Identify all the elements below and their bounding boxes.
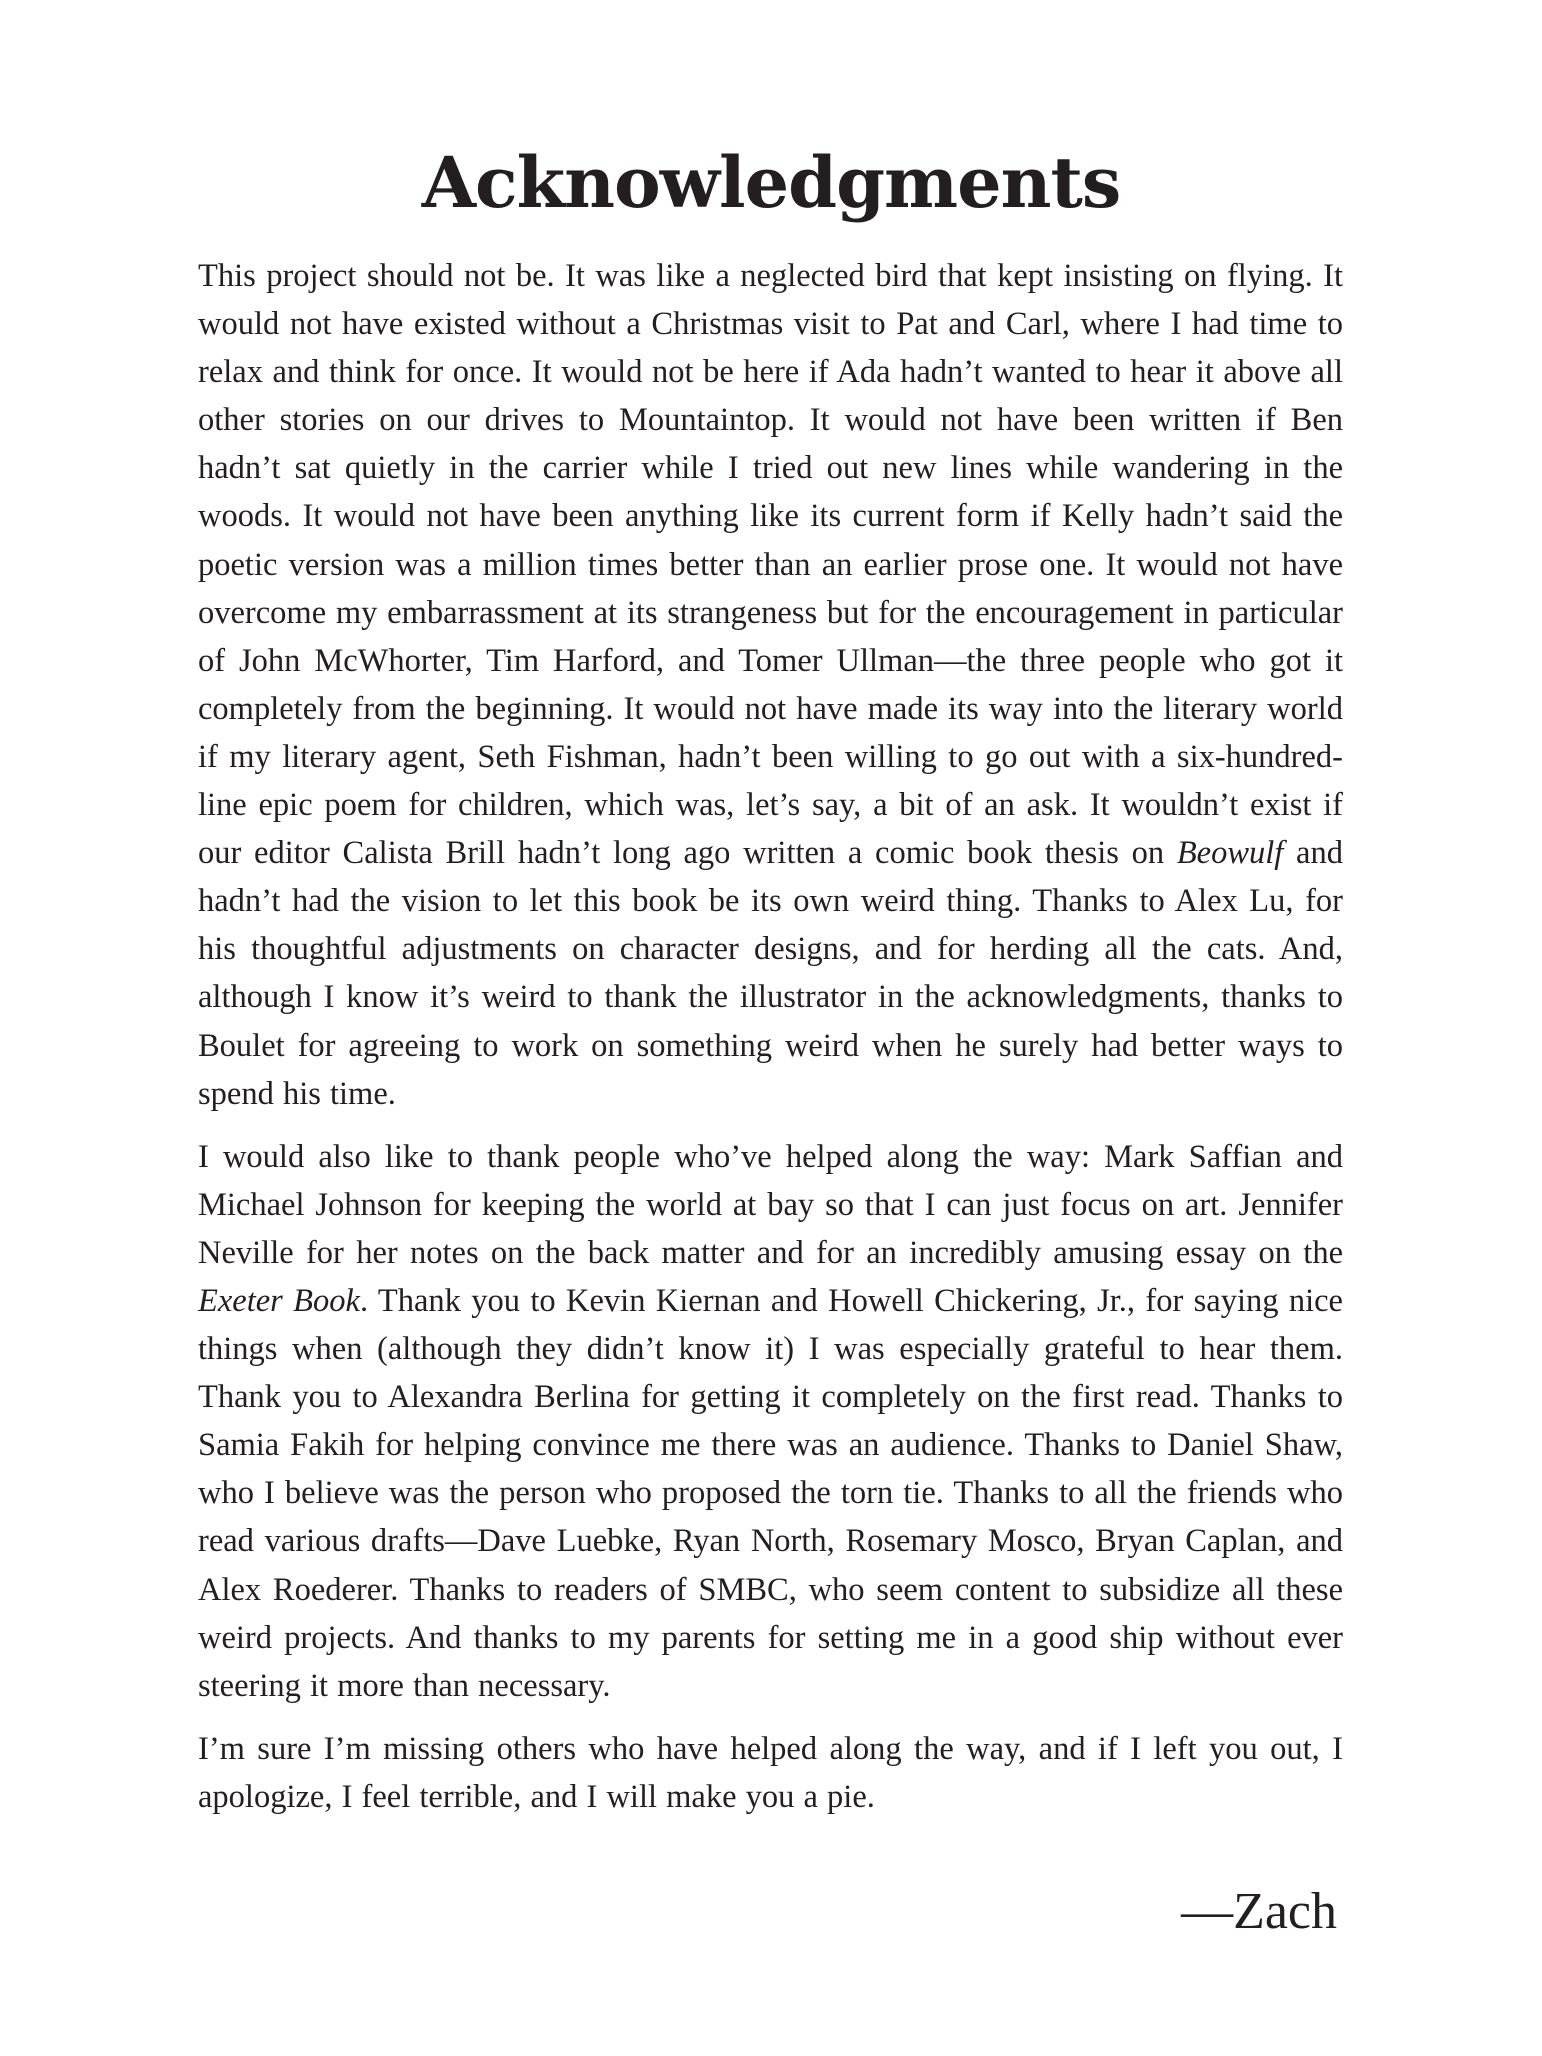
paragraph-3 <box>198 1725 1343 1821</box>
text-segment: This project should not be. It was like a neglected bird that kept insisting on flying. It would not have existed without a Christmas visit to Pat and Carl, where I had time to relax and think for once. It would not be here if Ada hadn’t wanted to hear it above all other stories on our drives to Mountaintop. It would not have been written if Ben hadn’t sat quietly in the carrier while I tried out new lines while wandering in the woods. It would not have been anything like its current form if Kelly hadn’t said the poetic version was a million times better than an earlier prose one. It would not have overcome my embarrassment at its strangeness but for the encouragement in particular of John McWhorter, Tim Harford, and Tomer Ullman—the three people who got it completely from the beginning. It would not have made its way into the literary world if my literary agent, Seth Fishman, hadn’t been willing to go out with a six-hundred-line epic poem for children, which was, let’s say, a bit of an ask. It wouldn’t exist if our editor Calista Brill hadn’t long ago written a comic book thesis on <box>198 258 1343 872</box>
text-segment: I’m sure I’m missing others who have helped along the way, and if I left you out, I apologize, I feel terrible, and I will make you a pie. <box>198 1730 1343 1815</box>
page-title: Acknowledgments <box>421 141 1121 224</box>
body-text <box>198 252 1343 1821</box>
text-segment: I would also like to thank people who’ve helped along the way: Mark Saffian and Michael Johnson for keeping the world at bay so that I can just focus on art. Jennifer Neville for her notes on the back matter and for an incredibly amusing essay on the <box>198 1138 1343 1271</box>
paragraph-1 <box>198 252 1343 1118</box>
paragraph-2 <box>198 1133 1343 1710</box>
signature: —Zach <box>1181 1883 1337 1940</box>
text-segment: . Thank you to Kevin Kiernan and Howell Chickering, Jr., for saying nice things when (although they didn’t know it) I was especially grateful to hear them. Thank you to Alexandra Berlina for getting it completely on the first read. Thanks to Samia Fakih for helping convince me there was an audience. Thanks to Daniel Shaw, who I believe was the person who proposed the torn tie. Thanks to all the friends who read various drafts—Dave Luebke, Ryan North, Rosemary Mosco, Bryan Caplan, and Alex Roederer. Thanks to readers of SMBC, who seem content to subsidize all these weird projects. And thanks to my parents for setting me in a good ship without ever steering it more than necessary. <box>198 1282 1343 1704</box>
book-title-beowulf: Beowulf <box>1176 835 1284 872</box>
text-segment: and hadn’t had the vision to let this book be its own weird thing. Thanks to Alex Lu, for his thoughtful adjustments on character designs, and for herding all the cats. And, although I know it’s weird to thank the illustrator in the acknowledgments, thanks to Boulet for agreeing to work on something weird when he surely had better ways to spend his time. <box>198 835 1343 1112</box>
book-title-exeter-book: Exeter Book <box>198 1282 360 1319</box>
